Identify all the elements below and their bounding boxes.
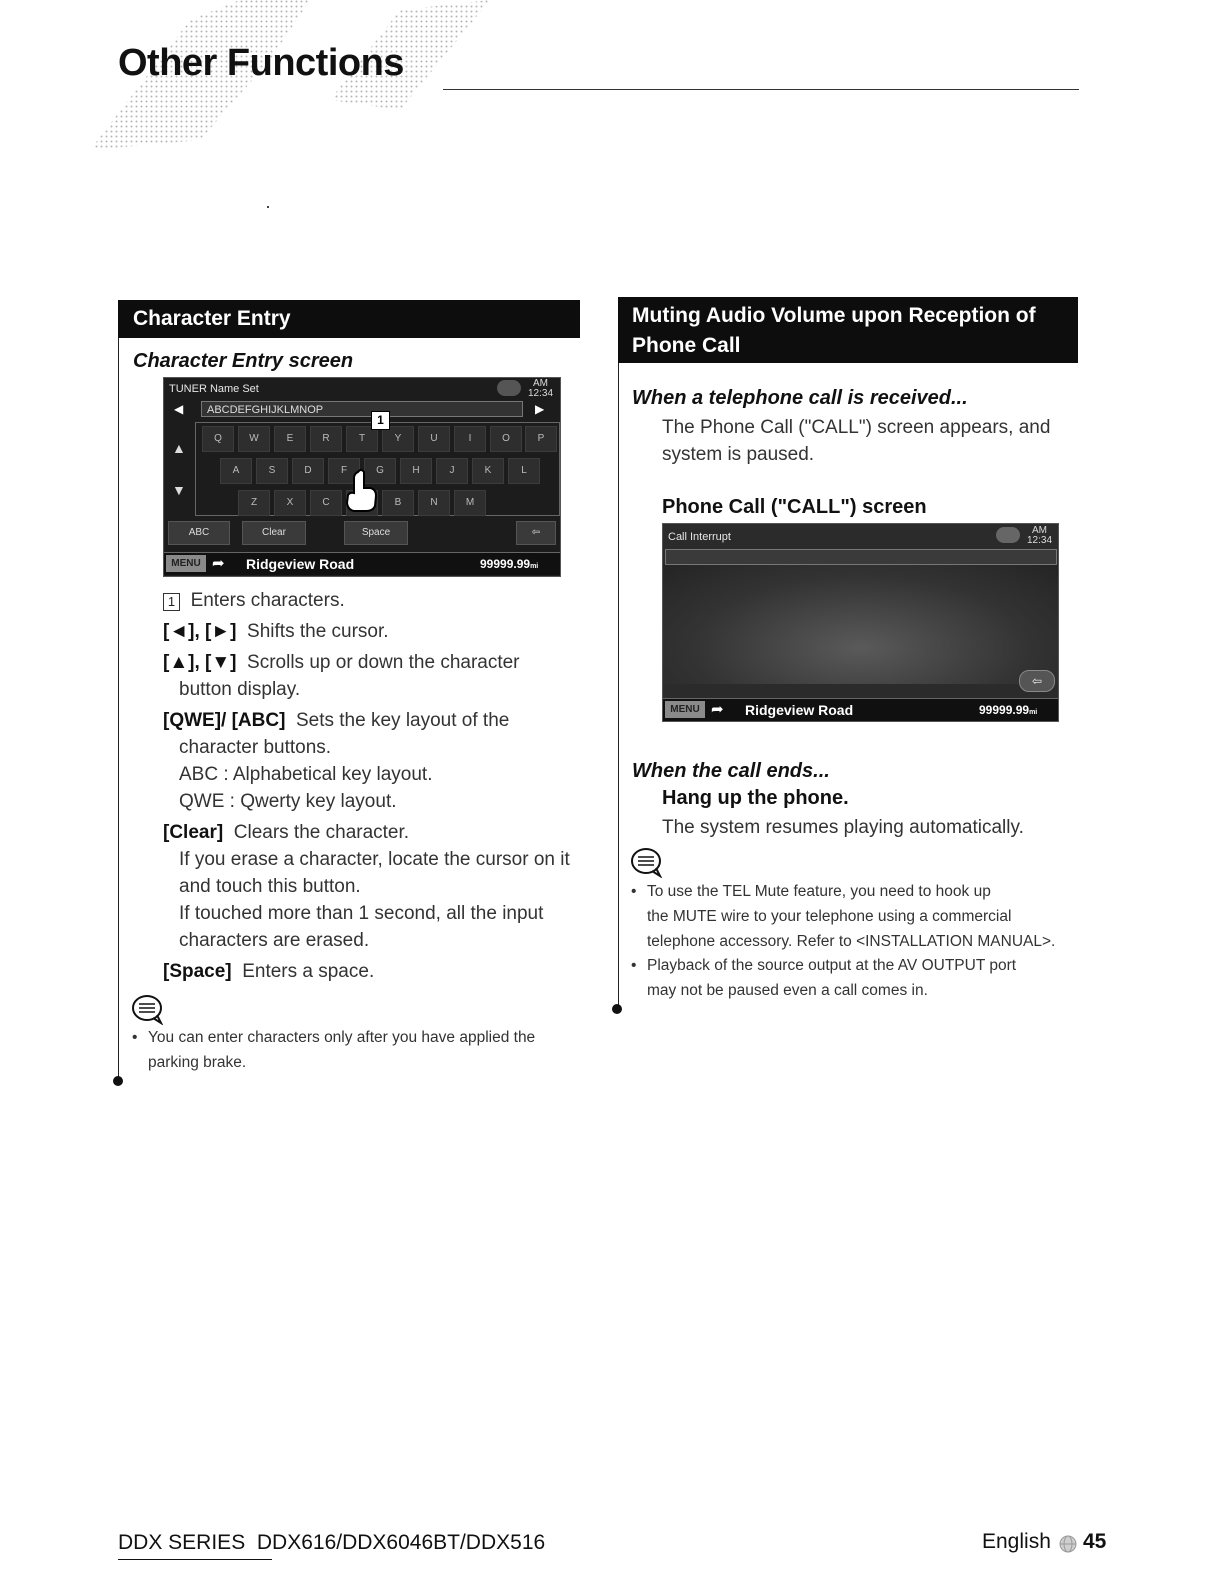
abc-button[interactable]: ABC: [168, 521, 230, 545]
callout-1: 1: [371, 411, 390, 430]
road-name: Ridgeview Road: [246, 556, 355, 572]
received-line2: system is paused.: [662, 444, 815, 465]
key-g[interactable]: G: [364, 458, 396, 484]
right-note1-bullet: •: [631, 883, 637, 900]
left-margin-line: [118, 338, 119, 1080]
key-n[interactable]: N: [418, 490, 450, 516]
desc-cursor: [◄], [►] Shifts the cursor.: [163, 621, 389, 642]
status-bar: [164, 552, 560, 575]
key-j[interactable]: J: [436, 458, 468, 484]
scroll-up-button[interactable]: ▲: [172, 440, 186, 456]
when-ends-heading: When the call ends...: [632, 760, 830, 782]
stray-mark: [267, 206, 269, 208]
left-end-dot: [113, 1076, 123, 1086]
key-z[interactable]: Z: [238, 490, 270, 516]
when-received-heading: When a telephone call is received...: [632, 387, 968, 409]
menu-button[interactable]: MENU: [665, 701, 705, 718]
key-y[interactable]: Y: [382, 426, 414, 452]
key-c[interactable]: C: [310, 490, 342, 516]
clear-button[interactable]: Clear: [242, 521, 306, 545]
header-rule: [443, 89, 1079, 90]
clock: AM 12:34: [528, 378, 554, 399]
desc-clear: [Clear] Clears the character.: [163, 822, 410, 843]
call-screen-heading: Phone Call ("CALL") screen: [662, 496, 927, 518]
footer-underline: [118, 1559, 272, 1560]
call-info-field: [665, 549, 1057, 565]
distance: 99999.99mi: [480, 557, 539, 571]
key-t[interactable]: T: [346, 426, 378, 452]
note-icon: [131, 993, 171, 1025]
road-name: Ridgeview Road: [745, 702, 854, 718]
desc-layout-abc: ABC : Alphabetical key layout.: [179, 764, 433, 785]
sound-icon: [996, 527, 1020, 543]
key-e[interactable]: E: [274, 426, 306, 452]
name-input[interactable]: ABCDEFGHIJKLMNOP: [201, 401, 523, 417]
status-bar: [663, 698, 1058, 721]
right-note2-bullet: •: [631, 957, 637, 974]
footer-language: English: [982, 1530, 1051, 1553]
right-note2-line2: may not be paused even a call comes in.: [647, 982, 928, 999]
clock: AM 12:34: [1027, 525, 1053, 546]
desc-space: [Space] Enters a space.: [163, 961, 375, 982]
key-w[interactable]: W: [238, 426, 270, 452]
desc-enters-characters: 1 Enters characters.: [163, 587, 345, 614]
desc-clear-cont1: If you erase a character, locate the cursor on it: [179, 849, 570, 870]
right-note2-line1: Playback of the source output at the AV OUTPUT port: [647, 957, 1017, 974]
cursor-right-button[interactable]: ▶: [535, 402, 545, 416]
desc-layout-qwe: QWE : Qwerty key layout.: [179, 791, 397, 812]
key-i[interactable]: I: [454, 426, 486, 452]
desc-layout-cont: character buttons.: [179, 737, 332, 758]
sound-icon: [497, 380, 521, 396]
distance: 99999.99mi: [979, 703, 1038, 717]
key-a[interactable]: A: [220, 458, 252, 484]
right-note1-line3: telephone accessory. Refer to <INSTALLATION MANUAL>.: [647, 933, 1056, 950]
back-button[interactable]: ⇦: [516, 521, 556, 545]
key-h[interactable]: H: [400, 458, 432, 484]
received-line1: The Phone Call ("CALL") screen appears, and: [662, 417, 1051, 438]
call-background: [663, 564, 1058, 684]
turn-right-icon: ➦: [711, 701, 724, 718]
section-title-character-entry: Character Entry: [118, 300, 580, 338]
right-note1-line2: the MUTE wire to your telephone using a commercial: [647, 908, 1012, 925]
cursor-left-button[interactable]: ◀: [174, 402, 184, 416]
key-m[interactable]: M: [454, 490, 486, 516]
key-l[interactable]: L: [508, 458, 540, 484]
scroll-down-button[interactable]: ▼: [172, 482, 186, 498]
desc-clear-cont4: characters are erased.: [179, 930, 370, 951]
key-f[interactable]: F: [328, 458, 360, 484]
left-note-bullet: •: [132, 1029, 138, 1046]
menu-button[interactable]: MENU: [166, 555, 206, 572]
desc-layout: [QWE]/ [ABC] Sets the key layout of the: [163, 710, 510, 731]
screen-title: TUNER Name Set: [169, 383, 259, 395]
callout-1-box: 1: [163, 593, 180, 611]
back-button[interactable]: ⇦: [1019, 670, 1055, 692]
desc-clear-cont3: If touched more than 1 second, all the input: [179, 903, 544, 924]
key-s[interactable]: S: [256, 458, 288, 484]
desc-scroll: [▲], [▼] Scrolls up or down the character: [163, 652, 520, 673]
desc-clear-cont2: and touch this button.: [179, 876, 361, 897]
key-u[interactable]: U: [418, 426, 450, 452]
left-note-line2: parking brake.: [148, 1054, 247, 1071]
section-title-muting: Muting Audio Volume upon Reception of Phone Call: [618, 297, 1078, 363]
key-d[interactable]: D: [292, 458, 324, 484]
left-note-line1: You can enter characters only after you have applied the: [148, 1029, 536, 1046]
key-k[interactable]: K: [472, 458, 504, 484]
key-o[interactable]: O: [490, 426, 522, 452]
footer-series: DDX SERIES DDX616/DDX6046BT/DDX516: [118, 1531, 546, 1554]
resumes-text: The system resumes playing automatically.: [662, 817, 1024, 838]
key-b[interactable]: B: [382, 490, 414, 516]
space-button[interactable]: Space: [344, 521, 408, 545]
key-q[interactable]: Q: [202, 426, 234, 452]
key-r[interactable]: R: [310, 426, 342, 452]
page-title: Other Functions: [118, 42, 404, 84]
hang-up-text: Hang up the phone.: [662, 787, 849, 809]
note-icon: [630, 846, 670, 878]
character-entry-screen-heading: Character Entry screen: [133, 350, 354, 372]
right-end-dot: [612, 1004, 622, 1014]
turn-right-icon: ➦: [212, 555, 225, 572]
key-p[interactable]: P: [525, 426, 557, 452]
key-x[interactable]: X: [274, 490, 306, 516]
desc-scroll-cont: button display.: [179, 679, 301, 700]
character-entry-screen: [163, 377, 561, 577]
phone-call-screen: [662, 523, 1059, 722]
globe-icon: [1059, 1535, 1077, 1553]
right-margin-line: [618, 363, 619, 1008]
right-note1-line1: To use the TEL Mute feature, you need to hook up: [647, 883, 991, 900]
page-number: 45: [1083, 1530, 1107, 1553]
touch-hand-icon: [342, 468, 384, 512]
call-screen-title: Call Interrupt: [668, 531, 731, 543]
